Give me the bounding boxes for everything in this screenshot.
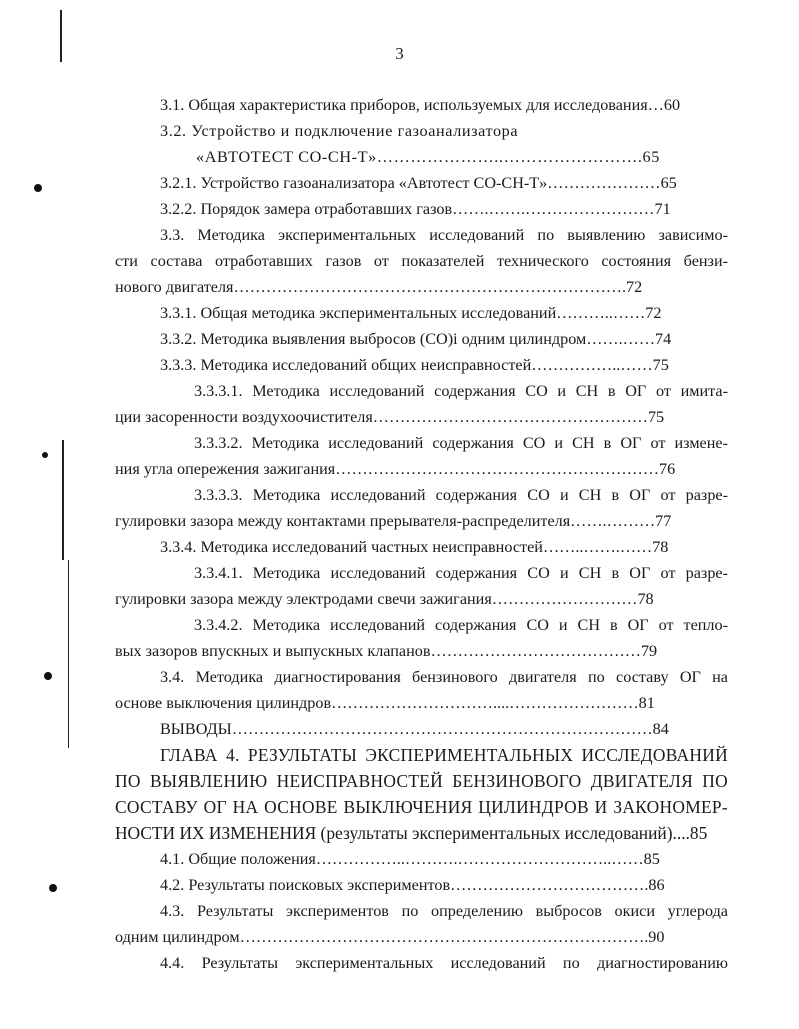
toc-line: 3.3.2. Методика выявления выбросов (CO)i одним цилиндром…….……74 bbox=[160, 330, 672, 348]
toc-line: 3.2.2. Порядок замера отработавших газов…….…….……………………71 bbox=[160, 200, 671, 218]
toc-line: 3.3.1. Общая методика экспериментальных исследований………..……72 bbox=[160, 304, 662, 322]
hole-punch-mark bbox=[44, 672, 52, 680]
toc-line: 3.3.4.2. Методика исследований содержания CO и CH в ОГ от тепло- bbox=[194, 616, 728, 634]
toc-line: ВЫВОДЫ……………………………………………………………………84 bbox=[160, 720, 669, 738]
toc-line: 3.3.3.3. Методика исследований содержания CO и CH в ОГ от разре- bbox=[194, 486, 728, 504]
chapter-heading-line: СОСТАВУ ОГ НА ОСНОВЕ ВЫКЛЮЧЕНИЯ ЦИЛИНДРОВ И ЗАКОНОМЕР- bbox=[115, 797, 728, 817]
toc-line: 3.4. Методика диагностирования бензинового двигателя по составу ОГ на bbox=[160, 668, 728, 686]
toc-line: основе выключения цилиндров…………………………....……………………81 bbox=[115, 694, 655, 712]
toc-line: 4.1. Общие положения……………..……….………………………..……85 bbox=[160, 850, 660, 868]
toc-line: 3.3. Методика экспериментальных исследований по выявлению зависимо- bbox=[160, 226, 728, 244]
chapter-heading-line: ПО ВЫЯВЛЕНИЮ НЕИСПРАВНОСТЕЙ БЕНЗИНОВОГО ДВИГАТЕЛЯ ПО bbox=[115, 771, 728, 791]
chapter-heading-line: НОСТИ ИХ ИЗМЕНЕНИЯ (результаты экспериментальных исследований)....85 bbox=[115, 823, 708, 843]
toc-line: 3.2.1. Устройство газоанализатора «Автотест CO-CH-T»…………………65 bbox=[160, 174, 677, 192]
toc-line: 3.1. Общая характеристика приборов, используемых для исследования…60 bbox=[160, 96, 681, 114]
toc-line: вых зазоров впускных и выпускных клапанов…………………………………79 bbox=[115, 642, 658, 660]
toc-line: 3.3.3. Методика исследований общих неисправностей……………..……75 bbox=[160, 356, 669, 374]
toc-line: 3.3.3.2. Методика исследований содержания CO и CH в ОГ от измене- bbox=[194, 434, 728, 452]
toc-line: 3.3.4.1. Методика исследований содержания CO и CH в ОГ от разре- bbox=[194, 564, 728, 582]
toc-line: гулировки зазора между контактами прерывателя-распределителя…….………77 bbox=[115, 512, 672, 530]
toc-line: гулировки зазора между электродами свечи зажигания………………………78 bbox=[115, 590, 654, 608]
page-number: 3 bbox=[395, 44, 404, 63]
toc-line: 3.2. Устройство и подключение газоанализатора bbox=[160, 122, 519, 140]
margin-line bbox=[68, 560, 69, 748]
toc-line: одним цилиндром………………………………………………………………….90 bbox=[115, 928, 665, 946]
hole-punch-mark bbox=[49, 884, 57, 892]
margin-line bbox=[62, 440, 64, 560]
toc-line: 4.2. Результаты поисковых экспериментов……………………………….86 bbox=[160, 876, 665, 894]
toc-line: 3.3.4. Методика исследований частных неисправностей……..…….……78 bbox=[160, 538, 669, 556]
hole-punch-mark bbox=[42, 452, 48, 458]
toc-line: 3.3.3.1. Методика исследований содержания CO и CH в ОГ от имита- bbox=[194, 382, 728, 400]
toc-line: сти состава отработавших газов от показателей технического состояния бензи- bbox=[115, 252, 728, 270]
toc-line: ции засоренности воздухоочистителя……………………………………………75 bbox=[115, 408, 665, 426]
chapter-heading-line: ГЛАВА 4. РЕЗУЛЬТАТЫ ЭКСПЕРИМЕНТАЛЬНЫХ ИССЛЕДОВАНИЙ bbox=[160, 745, 728, 765]
toc-line: нового двигателя……………………………………………………………….72 bbox=[115, 278, 643, 296]
toc-line: 4.4. Результаты экспериментальных исследований по диагностированию bbox=[160, 954, 728, 972]
toc-line: «АВТОТЕСТ CO-CH-T»…………………..…………………….65 bbox=[196, 148, 660, 166]
toc-line: 4.3. Результаты экспериментов по определению выбросов окиси углерода bbox=[160, 902, 728, 920]
toc-line: ния угла опережения зажигания……………………………………………………76 bbox=[115, 460, 676, 478]
hole-punch-mark bbox=[34, 184, 42, 192]
